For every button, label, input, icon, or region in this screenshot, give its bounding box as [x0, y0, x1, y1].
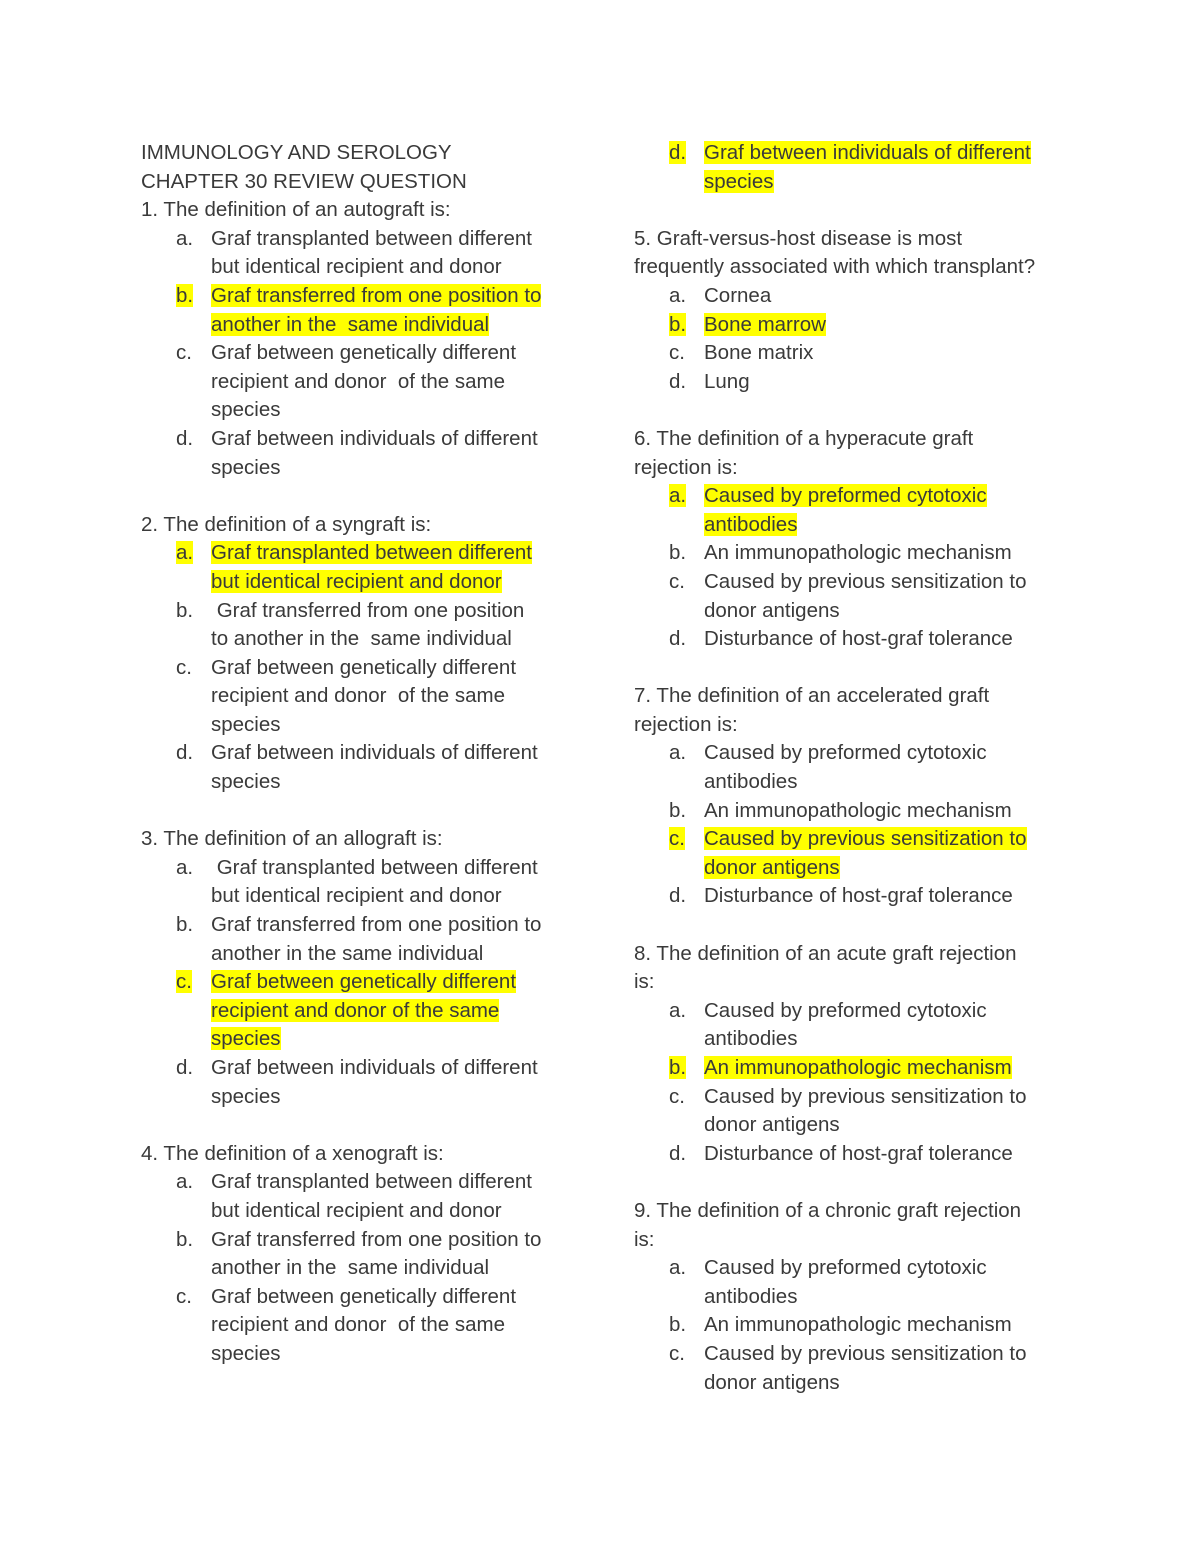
question-text: is: [634, 970, 655, 994]
option-text-line: another in the same individual [211, 941, 484, 965]
option-letter: c. [669, 1084, 685, 1108]
question-text: is: [634, 1227, 655, 1251]
answer-option [634, 1254, 1064, 1311]
option-text-line: Graf transplanted between different [211, 226, 532, 250]
option-text-line: Caused by preformed cytotoxic [704, 1256, 987, 1280]
option-text-line: antibodies [704, 512, 798, 536]
option-text-line: species [211, 1084, 281, 1108]
option-text-line: Graf transferred from one position [211, 598, 525, 622]
answer-option [141, 225, 566, 282]
option-letter: a. [669, 484, 687, 508]
option-text-line: Graf between individuals of different [211, 1056, 538, 1079]
option-text-line: species [211, 455, 281, 479]
option-text-line: An immunopathologic mechanism [704, 798, 1012, 822]
option-text-line: Graf transferred from one position to [211, 283, 542, 307]
option-letter: c. [669, 827, 685, 851]
option-letter: c. [176, 341, 192, 365]
option-letter: d. [176, 426, 194, 450]
option-letter: a. [176, 541, 194, 565]
option-text-line: Bone marrow [704, 312, 826, 336]
answer-option [634, 1340, 1064, 1397]
answer-option-highlighted [634, 139, 1064, 196]
option-text-line: species [704, 169, 774, 193]
answer-option [141, 1168, 566, 1225]
option-text-line: Caused by previous sensitization to [704, 827, 1027, 851]
answer-option [634, 368, 1064, 397]
answer-option-highlighted [634, 825, 1064, 882]
left-column [141, 139, 566, 1369]
option-text-line: species [211, 1027, 281, 1051]
option-text-line: recipient and donor of the same [211, 684, 506, 708]
option-letter: b. [176, 283, 194, 307]
answer-option [141, 1226, 566, 1283]
option-text-line: Caused by previous sensitization to [704, 569, 1027, 593]
answer-option [634, 997, 1064, 1054]
answer-option-highlighted [141, 968, 566, 1054]
option-text-line: An immunopathologic mechanism [704, 1313, 1012, 1337]
option-text-line: species [211, 398, 281, 422]
option-text-line: An immunopathologic mechanism [704, 1056, 1012, 1079]
option-letter: b. [669, 312, 687, 336]
answer-option-highlighted [141, 539, 566, 596]
question-text: 1. The definition of an autograft is: [141, 198, 451, 222]
option-letter: d. [669, 141, 687, 164]
document-title: IMMUNOLOGY AND SEROLOGY [141, 141, 452, 164]
option-text-line: Caused by preformed cytotoxic [704, 998, 987, 1022]
option-letter: b. [669, 798, 687, 822]
option-text-line: another in the same individual [211, 1256, 490, 1280]
option-text-line: Graf transferred from one position to [211, 913, 542, 937]
right-column [634, 139, 1064, 1397]
option-text-line: Caused by previous sensitization to [704, 1341, 1027, 1365]
option-text-line: species [211, 712, 281, 736]
question-block [634, 940, 1064, 1169]
question-text: 7. The definition of an accelerated graft [634, 684, 990, 708]
answer-option [141, 339, 566, 425]
option-letter: b. [669, 541, 687, 565]
answer-option [141, 854, 566, 911]
answer-option [634, 797, 1064, 826]
answer-option [141, 911, 566, 968]
option-text-line: recipient and donor of the same [211, 998, 500, 1022]
option-letter: c. [176, 655, 192, 679]
answer-option [634, 339, 1064, 368]
option-text-line: antibodies [704, 1284, 798, 1308]
option-text-line: but identical recipient and donor [211, 255, 502, 279]
option-text-line: Caused by preformed cytotoxic [704, 741, 987, 765]
answer-option [634, 282, 1064, 311]
option-letter: d. [669, 369, 687, 393]
option-letter: d. [669, 1141, 687, 1165]
answer-option [634, 882, 1064, 911]
right-question-list [634, 225, 1064, 1397]
option-text-line: but identical recipient and donor [211, 884, 502, 908]
answer-option-highlighted [141, 282, 566, 339]
option-text-line: antibodies [704, 770, 798, 794]
document-subtitle: CHAPTER 30 REVIEW QUESTION [141, 169, 467, 193]
option-letter: b. [669, 1313, 687, 1337]
continued-option [634, 139, 1064, 196]
question-block [141, 511, 566, 797]
option-text-line: Bone matrix [704, 341, 814, 365]
answer-option [141, 654, 566, 740]
answer-option [141, 597, 566, 654]
question-text: rejection is: [634, 712, 738, 736]
question-text: 6. The definition of a hyperacute graft [634, 426, 974, 450]
question-block [141, 196, 566, 482]
option-letter: d. [669, 884, 687, 908]
option-letter: c. [669, 1341, 685, 1365]
question-block [141, 825, 566, 1111]
option-letter: d. [669, 627, 687, 651]
option-letter: a. [669, 741, 687, 765]
option-text-line: recipient and donor of the same [211, 1313, 506, 1337]
option-letter: b. [176, 913, 194, 937]
option-text-line: but identical recipient and donor [211, 1198, 502, 1222]
answer-option [634, 1083, 1064, 1140]
option-text-line: another in the same individual [211, 312, 490, 336]
option-text-line: Graf transferred from one position to [211, 1227, 542, 1251]
option-text-line: donor antigens [704, 855, 840, 879]
option-text-line: Graf transplanted between different [211, 1170, 532, 1194]
option-text-line: Graf between genetically different [211, 655, 517, 679]
option-letter: c. [669, 341, 685, 365]
option-text-line: Graf transplanted between different [211, 541, 532, 565]
option-letter: b. [176, 1227, 194, 1251]
option-text-line: Lung [704, 369, 750, 393]
option-text-line: species [211, 1341, 281, 1365]
option-text-line: Graf between individuals of different [704, 141, 1031, 164]
option-text-line: Disturbance of host-graf tolerance [704, 627, 1013, 651]
option-text-line: donor antigens [704, 1370, 840, 1394]
question-block [141, 1140, 566, 1369]
option-text-line: antibodies [704, 1027, 798, 1051]
question-text: 8. The definition of an acute graft rejection [634, 941, 1017, 965]
option-text-line: Caused by previous sensitization to [704, 1084, 1027, 1108]
question-text: 2. The definition of a syngraft is: [141, 512, 432, 536]
option-text-line: Caused by preformed cytotoxic [704, 484, 987, 508]
option-letter: d. [176, 741, 194, 765]
answer-option [634, 568, 1064, 625]
question-text: frequently associated with which transplant? [634, 255, 1036, 279]
answer-option [634, 539, 1064, 568]
answer-option [141, 1054, 566, 1111]
question-block [634, 1197, 1064, 1397]
question-text: rejection is: [634, 455, 738, 479]
option-text-line: Disturbance of host-graf tolerance [704, 884, 1013, 908]
option-text-line: Graf between genetically different [211, 341, 517, 365]
option-text-line: recipient and donor of the same [211, 369, 506, 393]
option-text-line: species [211, 770, 281, 794]
option-letter: a. [176, 855, 194, 879]
answer-option-highlighted [634, 1054, 1064, 1083]
option-text-line: to another in the same individual [211, 627, 512, 651]
option-letter: a. [669, 998, 687, 1022]
question-block [634, 425, 1064, 654]
question-block [634, 225, 1064, 397]
option-text-line: An immunopathologic mechanism [704, 541, 1012, 565]
answer-option [634, 625, 1064, 654]
option-text-line: Graf between individuals of different [211, 741, 538, 765]
option-letter: a. [669, 1256, 687, 1280]
option-letter: a. [669, 283, 687, 307]
option-text-line: Graf between individuals of different [211, 426, 538, 450]
answer-option [141, 425, 566, 482]
option-letter: b. [176, 598, 194, 622]
question-text: 3. The definition of an allograft is: [141, 827, 443, 851]
option-text-line: Graf between genetically different [211, 1284, 517, 1308]
option-letter: d. [176, 1056, 194, 1079]
answer-option [141, 739, 566, 796]
option-letter: a. [176, 226, 194, 250]
option-text-line: Cornea [704, 283, 772, 307]
option-letter: a. [176, 1170, 194, 1194]
left-question-list [141, 196, 566, 1368]
question-text: 9. The definition of a chronic graft rejection [634, 1198, 1022, 1222]
answer-option [634, 739, 1064, 796]
question-text: 4. The definition of a xenograft is: [141, 1141, 444, 1165]
option-text-line: Disturbance of host-graf tolerance [704, 1141, 1013, 1165]
option-letter: c. [176, 970, 192, 994]
answer-option-highlighted [634, 311, 1064, 340]
option-text-line: Graf transplanted between different [211, 855, 538, 879]
option-text-line: Graf between genetically different [211, 970, 517, 994]
answer-option [634, 1140, 1064, 1169]
option-letter: c. [669, 569, 685, 593]
option-text-line: but identical recipient and donor [211, 569, 502, 593]
question-block [634, 682, 1064, 911]
option-text-line: donor antigens [704, 1113, 840, 1137]
question-text: 5. Graft-versus-host disease is most [634, 226, 963, 250]
answer-option [141, 1283, 566, 1369]
option-letter: b. [669, 1056, 687, 1079]
option-text-line: donor antigens [704, 598, 840, 622]
answer-option-highlighted [634, 482, 1064, 539]
option-letter: c. [176, 1284, 192, 1308]
answer-option [634, 1311, 1064, 1340]
